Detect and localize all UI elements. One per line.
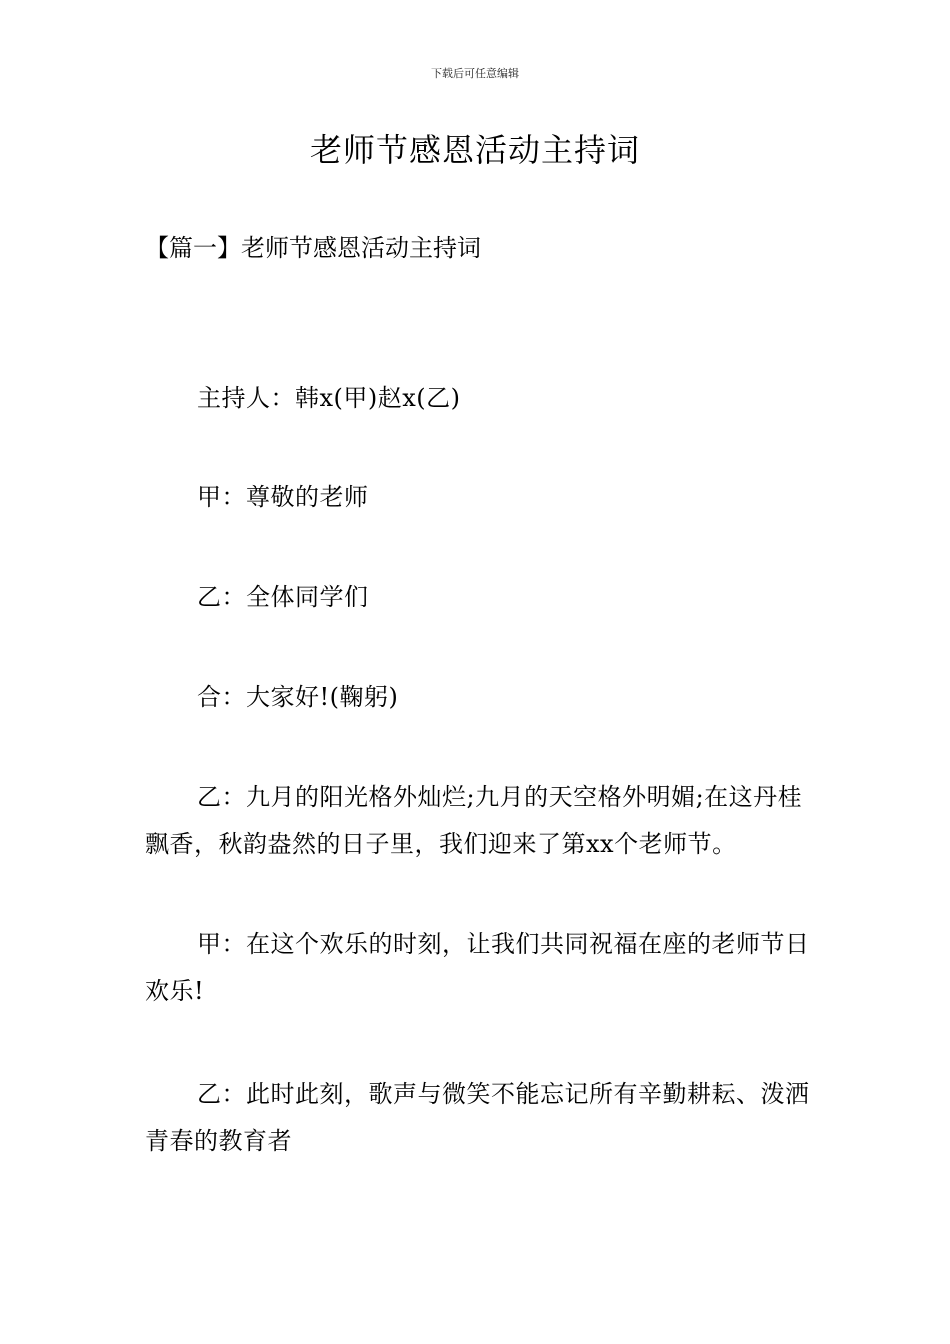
paragraph-hosts: 主持人：韩x(甲)赵x(乙) [197,384,461,412]
paragraph-greeting-teachers: 甲：尊敬的老师 [197,483,369,511]
paragraph-blessing: 甲：在这个欢乐的时刻，让我们共同祝福在座的老师节日欢乐! [145,930,810,1005]
document-title: 老师节感恩活动主持词 [309,131,640,169]
paragraph-greeting-students: 乙：全体同学们 [197,583,369,611]
paragraph-september: 乙：九月的阳光格外灿烂;九月的天空格外明媚;在这丹桂飘香，秋韵盎然的日子里，我们迎来了第xx个老师节。 [145,783,803,858]
header-note: 下载后可任意编辑 [431,67,519,80]
section-heading: 【篇一】老师节感恩活动主持词 [145,234,481,262]
paragraph-greeting-all: 合：大家好!(鞠躬) [197,683,399,711]
paragraph-educators: 乙：此时此刻，歌声与微笑不能忘记所有辛勤耕耘、泼洒青春的教育者 [145,1080,810,1155]
